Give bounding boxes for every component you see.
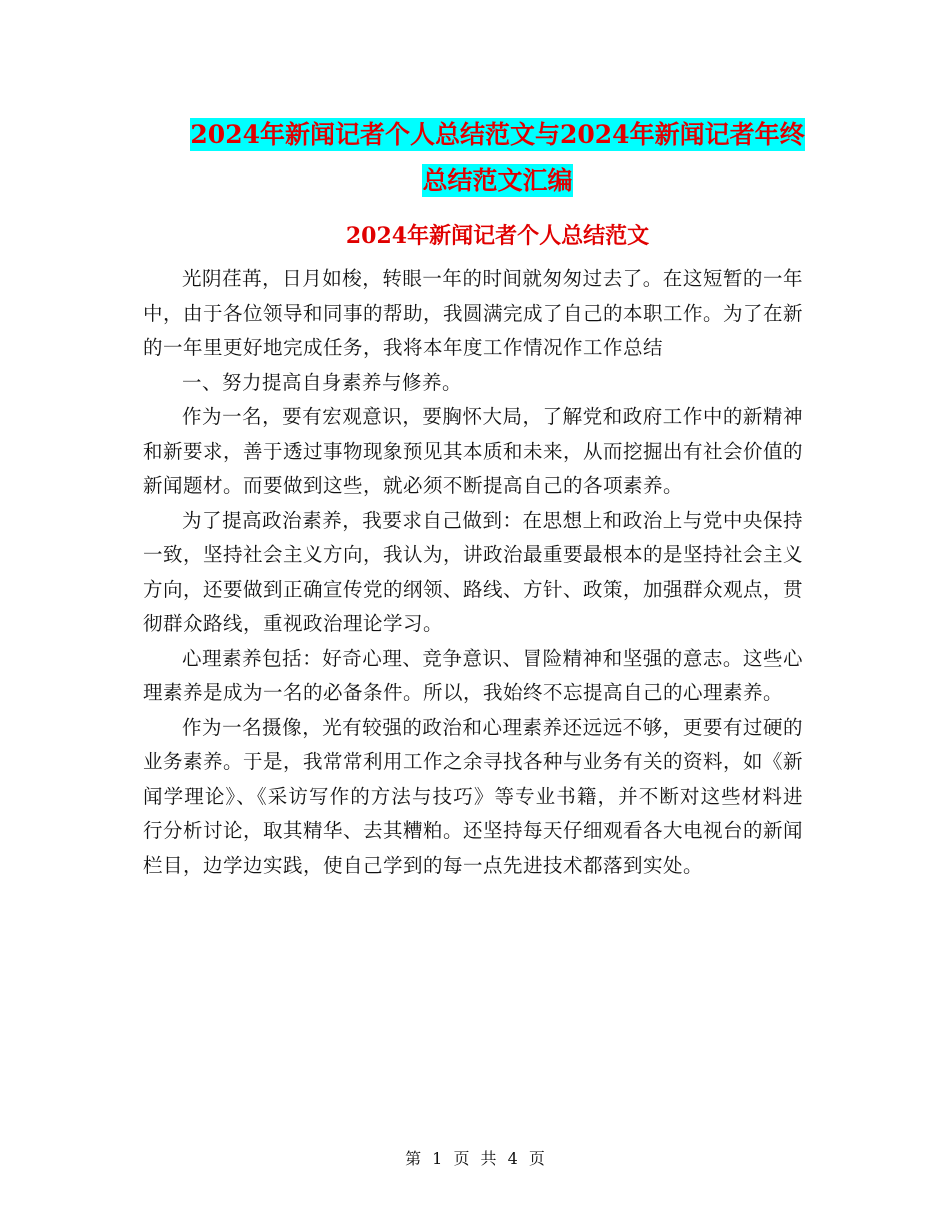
document-title [140, 112, 855, 204]
paragraph-professional: 作为一名摄像，光有较强的政治和心理素养还远远不够，更要有过硬的业务素养。于是，我常常利用工作之余寻找各种与业务有关的资料，如《新闻学理论》、《采访写作的方法与技巧》等专业书籍，并不断对这些材料进行分析讨论，取其精华、去其糟粕。还坚持每天仔细观看各大电视台的新闻栏目，边学边实践，使自己学到的每一点先进技术都落到实处。 [143, 715, 804, 877]
paragraph-awareness: 作为一名，要有宏观意识，要胸怀大局，了解党和政府工作中的新精神和新要求，善于透过事物现象预见其本质和未来，从而挖掘出有社会价值的新闻题材。而要做到这些，就必须不断提高自己的各项素养。 [143, 405, 804, 497]
page-footer: 第 1 页 共 4 页 [405, 1149, 545, 1168]
paragraph-intro: 光阴荏苒，日月如梭，转眼一年的时间就匆匆过去了。在这短暂的一年中，由于各位领导和同事的帮助，我圆满完成了自己的本职工作。为了在新的一年里更好地完成任务，我将本年度工作情况作工作总结 [143, 267, 804, 359]
paragraph-political: 为了提高政治素养，我要求自己做到：在思想上和政治上与党中央保持一致，坚持社会主义方向，我认为，讲政治最重要最根本的是坚持社会主义方向，还要做到正确宣传党的纲领、路线、方针、政策，加强群众观点，贯彻群众路线，重视政治理论学习。 [143, 508, 804, 635]
paragraph-psychological: 心理素养包括：好奇心理、竞争意识、冒险精神和坚强的意志。这些心理素养是成为一名的必备条件。所以，我始终不忘提高自己的心理素养。 [143, 646, 803, 704]
document-body [143, 262, 803, 883]
title-line-1: 2024年新闻记者个人总结范文与2024年新闻记者年终 [190, 120, 805, 149]
section-title: 2024年新闻记者个人总结范文 [345, 223, 650, 249]
paragraph-heading-1: 一、努力提高自身素养与修养。 [182, 370, 463, 394]
title-line-2: 总结范文汇编 [422, 166, 573, 195]
